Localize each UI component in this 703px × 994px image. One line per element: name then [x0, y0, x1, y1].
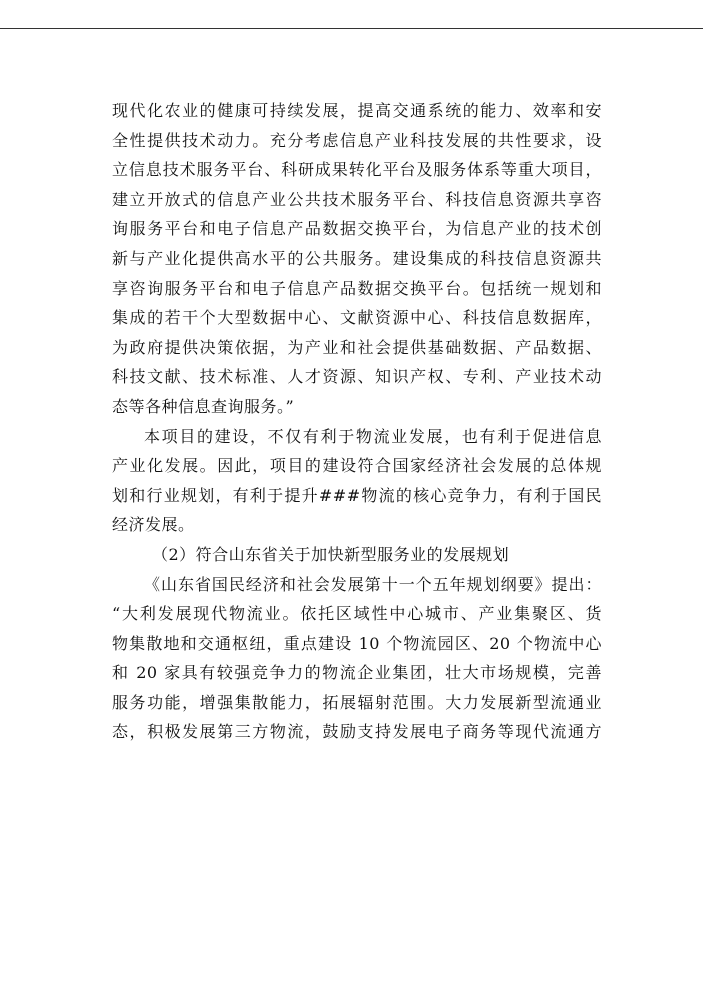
text-line: 全性提供技术动力。充分考虑信息产业科技发展的共性要求，设	[112, 130, 602, 150]
text-line: 为政府提供决策依据，为产业和社会提供基础数据、产品数据、	[112, 337, 602, 357]
text-line: 态等各种信息查询服务。”	[112, 396, 295, 416]
text-line: 物集散地和交通枢纽，重点建设 10 个物流园区、20 个物流中心	[112, 633, 602, 653]
text-line: 新与产业化提供高水平的公共服务。建设集成的科技信息资源共	[112, 248, 602, 268]
header-rule	[0, 28, 703, 29]
section-heading: （2）符合山东省关于加快新型服务业的发展规划	[152, 544, 510, 564]
text-line: 科技文献、技术标准、人才资源、知识产权、专利、产业技术动	[112, 367, 602, 387]
text-line: “大利发展现代物流业。依托区域性中心城市、产业集聚区、货	[112, 604, 602, 624]
text-line: 产业化发展。因此，项目的建设符合国家经济社会发展的总体规	[112, 456, 602, 476]
text-line: 立信息技术服务平台、科研成果转化平台及服务体系等重大项目，	[112, 160, 602, 180]
text-line: 询服务平台和电子信息产品数据交换平台，为信息产业的技术创	[112, 219, 602, 239]
text-line: 建立开放式的信息产业公共技术服务平台、科技信息资源共享咨	[112, 189, 602, 209]
text-line: 经济发展。	[112, 515, 195, 535]
text-line: 集成的若干个大型数据中心、文献资源中心、科技信息数据库，	[112, 308, 602, 328]
text-line: 划和行业规划，有利于提升###物流的核心竞争力，有利于国民	[112, 485, 602, 505]
text-line: 享咨询服务平台和电子信息产品数据交换平台。包括统一规划和	[112, 278, 602, 298]
paragraph-start: 本项目的建设，不仅有利于物流业发展，也有利于促进信息	[144, 426, 602, 446]
paragraph-start: 《山东省国民经济和社会发展第十一个五年规划纲要》提出：	[144, 574, 602, 594]
text-line: 和 20 家具有较强竞争力的物流企业集团，壮大市场规模，完善	[112, 663, 602, 683]
text-line: 服务功能，增强集散能力，拓展辐射范围。大力发展新型流通业	[112, 692, 602, 712]
text-line: 态，积极发展第三方物流，鼓励支持发展电子商务等现代流通方	[112, 722, 602, 742]
text-line: 现代化农业的健康可持续发展，提高交通系统的能力、效率和安	[112, 101, 602, 120]
document-body	[112, 96, 602, 747]
